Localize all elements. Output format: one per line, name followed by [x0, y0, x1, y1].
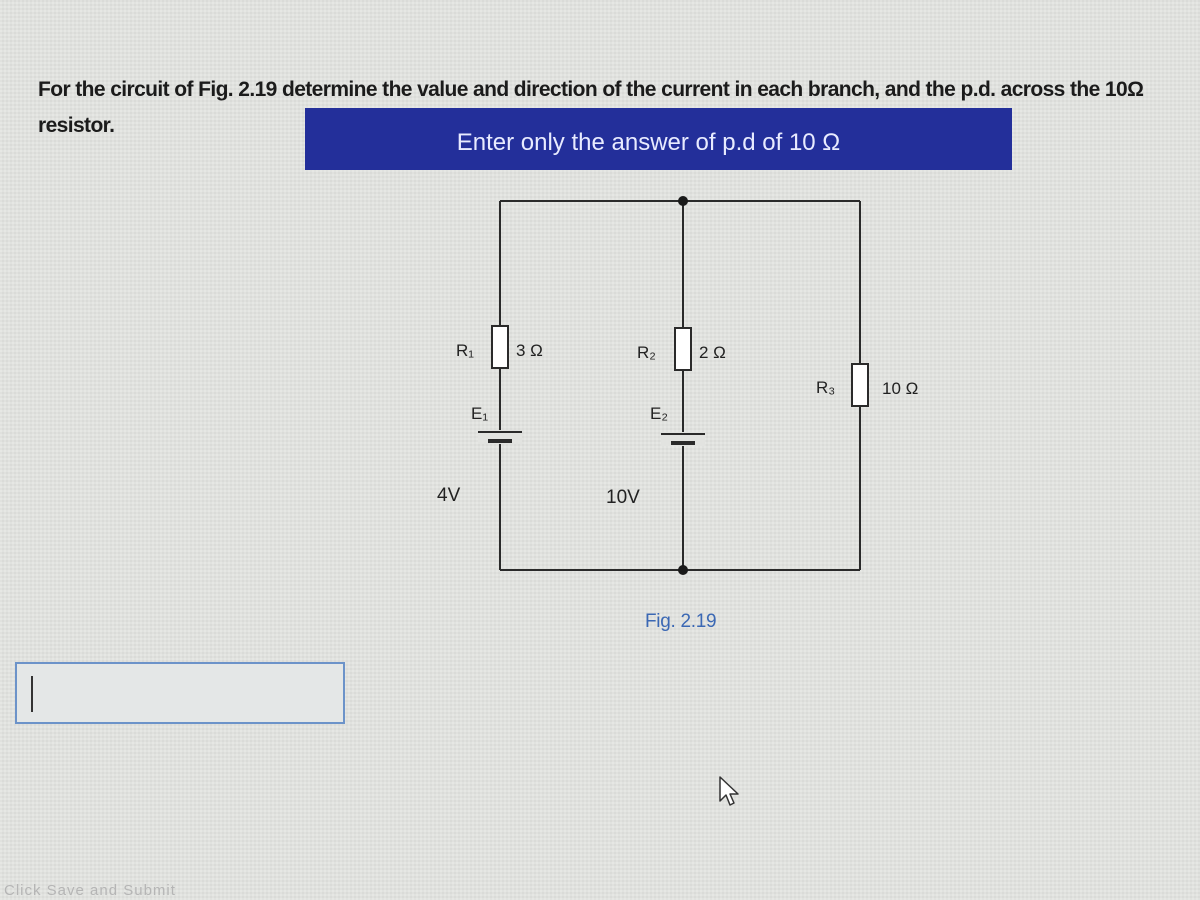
r3-value: 10 Ω: [882, 379, 919, 398]
r2-value: 2 Ω: [699, 343, 726, 362]
r1-label: R₁: [456, 341, 475, 360]
text-caret: [31, 676, 33, 712]
e1-value: 4V: [437, 485, 461, 506]
resistor-r2: [675, 328, 691, 370]
question-text: For the circuit of Fig. 2.19 determine the value and direction of the current in each branch, and the p.d. across the 10Ω resistor.: [38, 78, 1144, 137]
mouse-pointer-icon: [718, 775, 744, 809]
resistor-r3: [852, 364, 868, 406]
answer-input[interactable]: [15, 662, 345, 724]
resistor-r1: [492, 326, 508, 368]
footer-text: Click Save and Submit: [4, 882, 176, 899]
battery-e1: [478, 430, 522, 444]
r1-value: 3 Ω: [516, 341, 543, 360]
r2-label: R₂: [637, 343, 656, 362]
e2-label: E₂: [650, 404, 668, 423]
instruction-text: Enter only the answer of p.d of 10 Ω: [456, 129, 841, 156]
figure-caption: Fig. 2.19: [645, 611, 717, 632]
bottom-node: [678, 565, 688, 575]
r3-label: R₃: [816, 378, 836, 397]
battery-e2: [661, 432, 705, 446]
e1-label: E₁: [471, 404, 489, 423]
top-node: [678, 196, 688, 206]
e2-value: 10V: [606, 487, 640, 508]
